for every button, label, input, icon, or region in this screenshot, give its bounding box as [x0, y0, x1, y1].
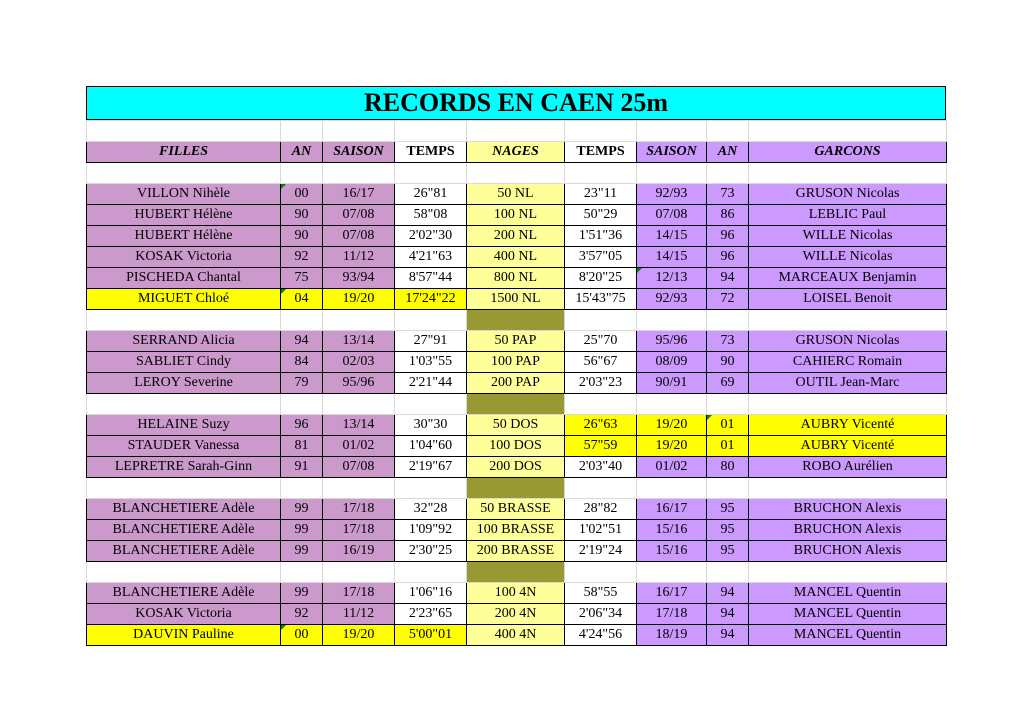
filles-name-cell: HUBERT Hélène	[87, 226, 281, 247]
empty-cell	[395, 163, 467, 184]
filles-saison-cell: 11/12	[323, 604, 395, 625]
garcons-name-cell: GRUSON Nicolas	[749, 331, 947, 352]
nage-cell: 800 NL	[467, 268, 565, 289]
empty-cell	[323, 478, 395, 499]
garcons-an-cell: 94	[707, 583, 749, 604]
filles-name-cell: KOSAK Victoria	[87, 247, 281, 268]
empty-cell	[281, 478, 323, 499]
record-row	[87, 499, 947, 520]
nage-cell: 200 BRASSE	[467, 541, 565, 562]
filles-saison-cell: 19/20	[323, 289, 395, 310]
empty-cell	[637, 394, 707, 415]
filles-name-cell: KOSAK Victoria	[87, 604, 281, 625]
filles-temps-cell: 32"28	[395, 499, 467, 520]
empty-cell	[637, 310, 707, 331]
records-sheet	[86, 86, 946, 646]
header-temps-garcons: TEMPS	[565, 142, 637, 163]
filles-an-cell: 04	[281, 289, 323, 310]
empty-cell	[707, 478, 749, 499]
filles-name-cell: BLANCHETIERE Adèle	[87, 541, 281, 562]
filles-name-cell: LEPRETRE Sarah-Ginn	[87, 457, 281, 478]
filles-temps-cell: 5'00"01	[395, 625, 467, 646]
empty-cell	[707, 310, 749, 331]
header-temps-filles: TEMPS	[395, 142, 467, 163]
header-filles: FILLES	[87, 142, 281, 163]
empty-cell	[395, 394, 467, 415]
empty-cell	[565, 562, 637, 583]
header-an-filles: AN	[281, 142, 323, 163]
header-saison-garcons: SAISON	[637, 142, 707, 163]
filles-an-cell: 79	[281, 373, 323, 394]
garcons-an-cell: 95	[707, 499, 749, 520]
filles-temps-cell: 8'57"44	[395, 268, 467, 289]
garcons-name-cell: MANCEL Quentin	[749, 604, 947, 625]
garcons-saison-cell: 90/91	[637, 373, 707, 394]
garcons-temps-cell: 2'06"34	[565, 604, 637, 625]
nage-cell: 200 NL	[467, 226, 565, 247]
record-row	[87, 415, 947, 436]
garcons-saison-cell: 17/18	[637, 604, 707, 625]
filles-temps-cell: 1'04"60	[395, 436, 467, 457]
empty-cell	[395, 310, 467, 331]
empty-cell	[637, 121, 707, 142]
garcons-temps-cell: 1'51"36	[565, 226, 637, 247]
record-row	[87, 184, 947, 205]
filles-saison-cell: 11/12	[323, 247, 395, 268]
record-row	[87, 457, 947, 478]
filles-name-cell: HELAINE Suzy	[87, 415, 281, 436]
record-row	[87, 289, 947, 310]
garcons-name-cell: MANCEL Quentin	[749, 625, 947, 646]
garcons-saison-cell: 92/93	[637, 289, 707, 310]
filles-saison-cell: 93/94	[323, 268, 395, 289]
filles-an-cell: 00	[281, 625, 323, 646]
filles-name-cell: LEROY Severine	[87, 373, 281, 394]
garcons-an-cell: 90	[707, 352, 749, 373]
record-row	[87, 226, 947, 247]
empty-cell	[323, 394, 395, 415]
empty-cell	[467, 163, 565, 184]
empty-cell	[87, 121, 281, 142]
garcons-an-cell: 94	[707, 625, 749, 646]
filles-name-cell: MIGUET Chloé	[87, 289, 281, 310]
filles-name-cell: BLANCHETIERE Adèle	[87, 499, 281, 520]
nage-cell: 100 BRASSE	[467, 520, 565, 541]
filles-saison-cell: 16/19	[323, 541, 395, 562]
record-row	[87, 331, 947, 352]
filles-temps-cell: 30"30	[395, 415, 467, 436]
nage-cell: 400 NL	[467, 247, 565, 268]
record-row	[87, 268, 947, 289]
garcons-name-cell: OUTIL Jean-Marc	[749, 373, 947, 394]
empty-cell	[707, 562, 749, 583]
empty-cell	[707, 394, 749, 415]
filles-an-cell: 94	[281, 331, 323, 352]
empty-cell	[565, 478, 637, 499]
filles-saison-cell: 02/03	[323, 352, 395, 373]
empty-cell	[323, 163, 395, 184]
garcons-name-cell: MARCEAUX Benjamin	[749, 268, 947, 289]
record-row	[87, 352, 947, 373]
filles-saison-cell: 17/18	[323, 520, 395, 541]
garcons-temps-cell: 4'24"56	[565, 625, 637, 646]
garcons-saison-cell: 01/02	[637, 457, 707, 478]
filles-saison-cell: 13/14	[323, 415, 395, 436]
empty-cell	[281, 394, 323, 415]
nage-cell: 100 NL	[467, 205, 565, 226]
filles-temps-cell: 27"91	[395, 331, 467, 352]
separator-row	[87, 478, 947, 499]
filles-name-cell: BLANCHETIERE Adèle	[87, 583, 281, 604]
filles-temps-cell: 4'21"63	[395, 247, 467, 268]
filles-temps-cell: 1'06"16	[395, 583, 467, 604]
nage-cell: 50 PAP	[467, 331, 565, 352]
empty-cell	[749, 310, 947, 331]
record-row	[87, 625, 947, 646]
empty-cell	[565, 121, 637, 142]
nage-cell: 400 4N	[467, 625, 565, 646]
garcons-name-cell: CAHIERC Romain	[749, 352, 947, 373]
nage-cell: 1500 NL	[467, 289, 565, 310]
empty-cell	[395, 121, 467, 142]
filles-name-cell: VILLON Nihèle	[87, 184, 281, 205]
empty-cell	[749, 478, 947, 499]
nage-cell: 100 PAP	[467, 352, 565, 373]
empty-cell	[281, 121, 323, 142]
empty-cell	[565, 394, 637, 415]
empty-cell	[87, 478, 281, 499]
filles-an-cell: 90	[281, 226, 323, 247]
filles-name-cell: BLANCHETIERE Adèle	[87, 520, 281, 541]
filles-saison-cell: 13/14	[323, 331, 395, 352]
garcons-name-cell: WILLE Nicolas	[749, 247, 947, 268]
filles-an-cell: 90	[281, 205, 323, 226]
garcons-temps-cell: 1'02"51	[565, 520, 637, 541]
filles-an-cell: 91	[281, 457, 323, 478]
nage-cell: 50 DOS	[467, 415, 565, 436]
garcons-name-cell: AUBRY Vicenté	[749, 436, 947, 457]
nage-cell: 50 BRASSE	[467, 499, 565, 520]
filles-an-cell: 99	[281, 583, 323, 604]
separator-nages-cell	[467, 394, 565, 415]
filles-saison-cell: 19/20	[323, 625, 395, 646]
garcons-temps-cell: 58"55	[565, 583, 637, 604]
nage-cell: 200 DOS	[467, 457, 565, 478]
garcons-temps-cell: 23"11	[565, 184, 637, 205]
empty-cell	[707, 163, 749, 184]
empty-cell	[749, 163, 947, 184]
garcons-name-cell: AUBRY Vicenté	[749, 415, 947, 436]
garcons-temps-cell: 28"82	[565, 499, 637, 520]
sheet-title: RECORDS EN CAEN 25m	[86, 86, 946, 120]
separator-row	[87, 562, 947, 583]
filles-an-cell: 99	[281, 499, 323, 520]
garcons-an-cell: 69	[707, 373, 749, 394]
spacer-row	[87, 121, 947, 142]
filles-an-cell: 92	[281, 604, 323, 625]
filles-saison-cell: 17/18	[323, 583, 395, 604]
empty-cell	[281, 310, 323, 331]
filles-name-cell: PISCHEDA Chantal	[87, 268, 281, 289]
separator-row	[87, 394, 947, 415]
header-an-garcons: AN	[707, 142, 749, 163]
empty-cell	[707, 121, 749, 142]
filles-an-cell: 99	[281, 520, 323, 541]
garcons-saison-cell: 16/17	[637, 499, 707, 520]
garcons-saison-cell: 19/20	[637, 415, 707, 436]
garcons-temps-cell: 3'57"05	[565, 247, 637, 268]
empty-cell	[565, 310, 637, 331]
empty-cell	[323, 121, 395, 142]
garcons-saison-cell: 95/96	[637, 331, 707, 352]
record-row	[87, 373, 947, 394]
record-row	[87, 247, 947, 268]
garcons-an-cell: 01	[707, 436, 749, 457]
nage-cell: 200 PAP	[467, 373, 565, 394]
empty-cell	[637, 562, 707, 583]
filles-an-cell: 81	[281, 436, 323, 457]
filles-an-cell: 92	[281, 247, 323, 268]
garcons-saison-cell: 08/09	[637, 352, 707, 373]
garcons-temps-cell: 8'20"25	[565, 268, 637, 289]
empty-cell	[87, 562, 281, 583]
separator-row	[87, 310, 947, 331]
garcons-an-cell: 72	[707, 289, 749, 310]
filles-an-cell: 99	[281, 541, 323, 562]
garcons-an-cell: 96	[707, 226, 749, 247]
garcons-temps-cell: 15'43"75	[565, 289, 637, 310]
filles-temps-cell: 2'02"30	[395, 226, 467, 247]
header-saison-filles: SAISON	[323, 142, 395, 163]
garcons-an-cell: 80	[707, 457, 749, 478]
garcons-temps-cell: 25"70	[565, 331, 637, 352]
empty-cell	[749, 121, 947, 142]
filles-temps-cell: 17'24"22	[395, 289, 467, 310]
garcons-temps-cell: 2'03"23	[565, 373, 637, 394]
garcons-saison-cell: 14/15	[637, 226, 707, 247]
filles-an-cell: 96	[281, 415, 323, 436]
garcons-an-cell: 94	[707, 604, 749, 625]
filles-saison-cell: 07/08	[323, 457, 395, 478]
filles-temps-cell: 2'19"67	[395, 457, 467, 478]
garcons-saison-cell: 12/13	[637, 268, 707, 289]
empty-cell	[87, 310, 281, 331]
empty-cell	[637, 163, 707, 184]
filles-temps-cell: 26"81	[395, 184, 467, 205]
record-row	[87, 604, 947, 625]
filles-an-cell: 75	[281, 268, 323, 289]
filles-saison-cell: 95/96	[323, 373, 395, 394]
garcons-saison-cell: 16/17	[637, 583, 707, 604]
garcons-name-cell: LOISEL Benoit	[749, 289, 947, 310]
filles-name-cell: DAUVIN Pauline	[87, 625, 281, 646]
empty-cell	[395, 478, 467, 499]
filles-temps-cell: 2'21"44	[395, 373, 467, 394]
empty-cell	[395, 562, 467, 583]
garcons-temps-cell: 2'03"40	[565, 457, 637, 478]
nage-cell: 50 NL	[467, 184, 565, 205]
garcons-saison-cell: 92/93	[637, 184, 707, 205]
filles-saison-cell: 16/17	[323, 184, 395, 205]
record-row	[87, 520, 947, 541]
garcons-saison-cell: 15/16	[637, 541, 707, 562]
garcons-temps-cell: 57"59	[565, 436, 637, 457]
filles-temps-cell: 1'03"55	[395, 352, 467, 373]
garcons-saison-cell: 07/08	[637, 205, 707, 226]
empty-cell	[281, 163, 323, 184]
filles-temps-cell: 2'30"25	[395, 541, 467, 562]
separator-nages-cell	[467, 478, 565, 499]
empty-cell	[467, 121, 565, 142]
filles-saison-cell: 01/02	[323, 436, 395, 457]
filles-name-cell: SABLIET Cindy	[87, 352, 281, 373]
empty-cell	[87, 394, 281, 415]
filles-an-cell: 84	[281, 352, 323, 373]
empty-cell	[323, 310, 395, 331]
garcons-saison-cell: 18/19	[637, 625, 707, 646]
garcons-name-cell: BRUCHON Alexis	[749, 499, 947, 520]
empty-cell	[87, 163, 281, 184]
garcons-temps-cell: 26"63	[565, 415, 637, 436]
header-row	[87, 142, 947, 163]
nage-cell: 100 DOS	[467, 436, 565, 457]
garcons-saison-cell: 19/20	[637, 436, 707, 457]
empty-cell	[565, 163, 637, 184]
garcons-name-cell: BRUCHON Alexis	[749, 520, 947, 541]
empty-cell	[281, 562, 323, 583]
filles-an-cell: 00	[281, 184, 323, 205]
empty-cell	[749, 394, 947, 415]
nage-cell: 200 4N	[467, 604, 565, 625]
separator-nages-cell	[467, 310, 565, 331]
record-row	[87, 541, 947, 562]
spacer-row	[87, 163, 947, 184]
record-row	[87, 436, 947, 457]
empty-cell	[637, 478, 707, 499]
garcons-an-cell: 95	[707, 541, 749, 562]
garcons-an-cell: 73	[707, 184, 749, 205]
garcons-name-cell: ROBO Aurélien	[749, 457, 947, 478]
separator-nages-cell	[467, 562, 565, 583]
records-table	[86, 120, 947, 646]
garcons-saison-cell: 15/16	[637, 520, 707, 541]
garcons-name-cell: BRUCHON Alexis	[749, 541, 947, 562]
garcons-an-cell: 01	[707, 415, 749, 436]
garcons-temps-cell: 2'19"24	[565, 541, 637, 562]
garcons-an-cell: 73	[707, 331, 749, 352]
garcons-temps-cell: 50"29	[565, 205, 637, 226]
empty-cell	[749, 562, 947, 583]
garcons-an-cell: 86	[707, 205, 749, 226]
garcons-name-cell: LEBLIC Paul	[749, 205, 947, 226]
filles-saison-cell: 17/18	[323, 499, 395, 520]
header-garcons: GARCONS	[749, 142, 947, 163]
garcons-name-cell: GRUSON Nicolas	[749, 184, 947, 205]
filles-temps-cell: 1'09"92	[395, 520, 467, 541]
filles-saison-cell: 07/08	[323, 226, 395, 247]
garcons-an-cell: 95	[707, 520, 749, 541]
garcons-name-cell: MANCEL Quentin	[749, 583, 947, 604]
filles-name-cell: SERRAND Alicia	[87, 331, 281, 352]
header-nages: NAGES	[467, 142, 565, 163]
record-row	[87, 205, 947, 226]
nage-cell: 100 4N	[467, 583, 565, 604]
garcons-temps-cell: 56"67	[565, 352, 637, 373]
filles-name-cell: HUBERT Hélène	[87, 205, 281, 226]
filles-saison-cell: 07/08	[323, 205, 395, 226]
record-row	[87, 583, 947, 604]
garcons-an-cell: 96	[707, 247, 749, 268]
garcons-saison-cell: 14/15	[637, 247, 707, 268]
garcons-name-cell: WILLE Nicolas	[749, 226, 947, 247]
empty-cell	[323, 562, 395, 583]
garcons-an-cell: 94	[707, 268, 749, 289]
filles-temps-cell: 58"08	[395, 205, 467, 226]
filles-temps-cell: 2'23"65	[395, 604, 467, 625]
filles-name-cell: STAUDER Vanessa	[87, 436, 281, 457]
